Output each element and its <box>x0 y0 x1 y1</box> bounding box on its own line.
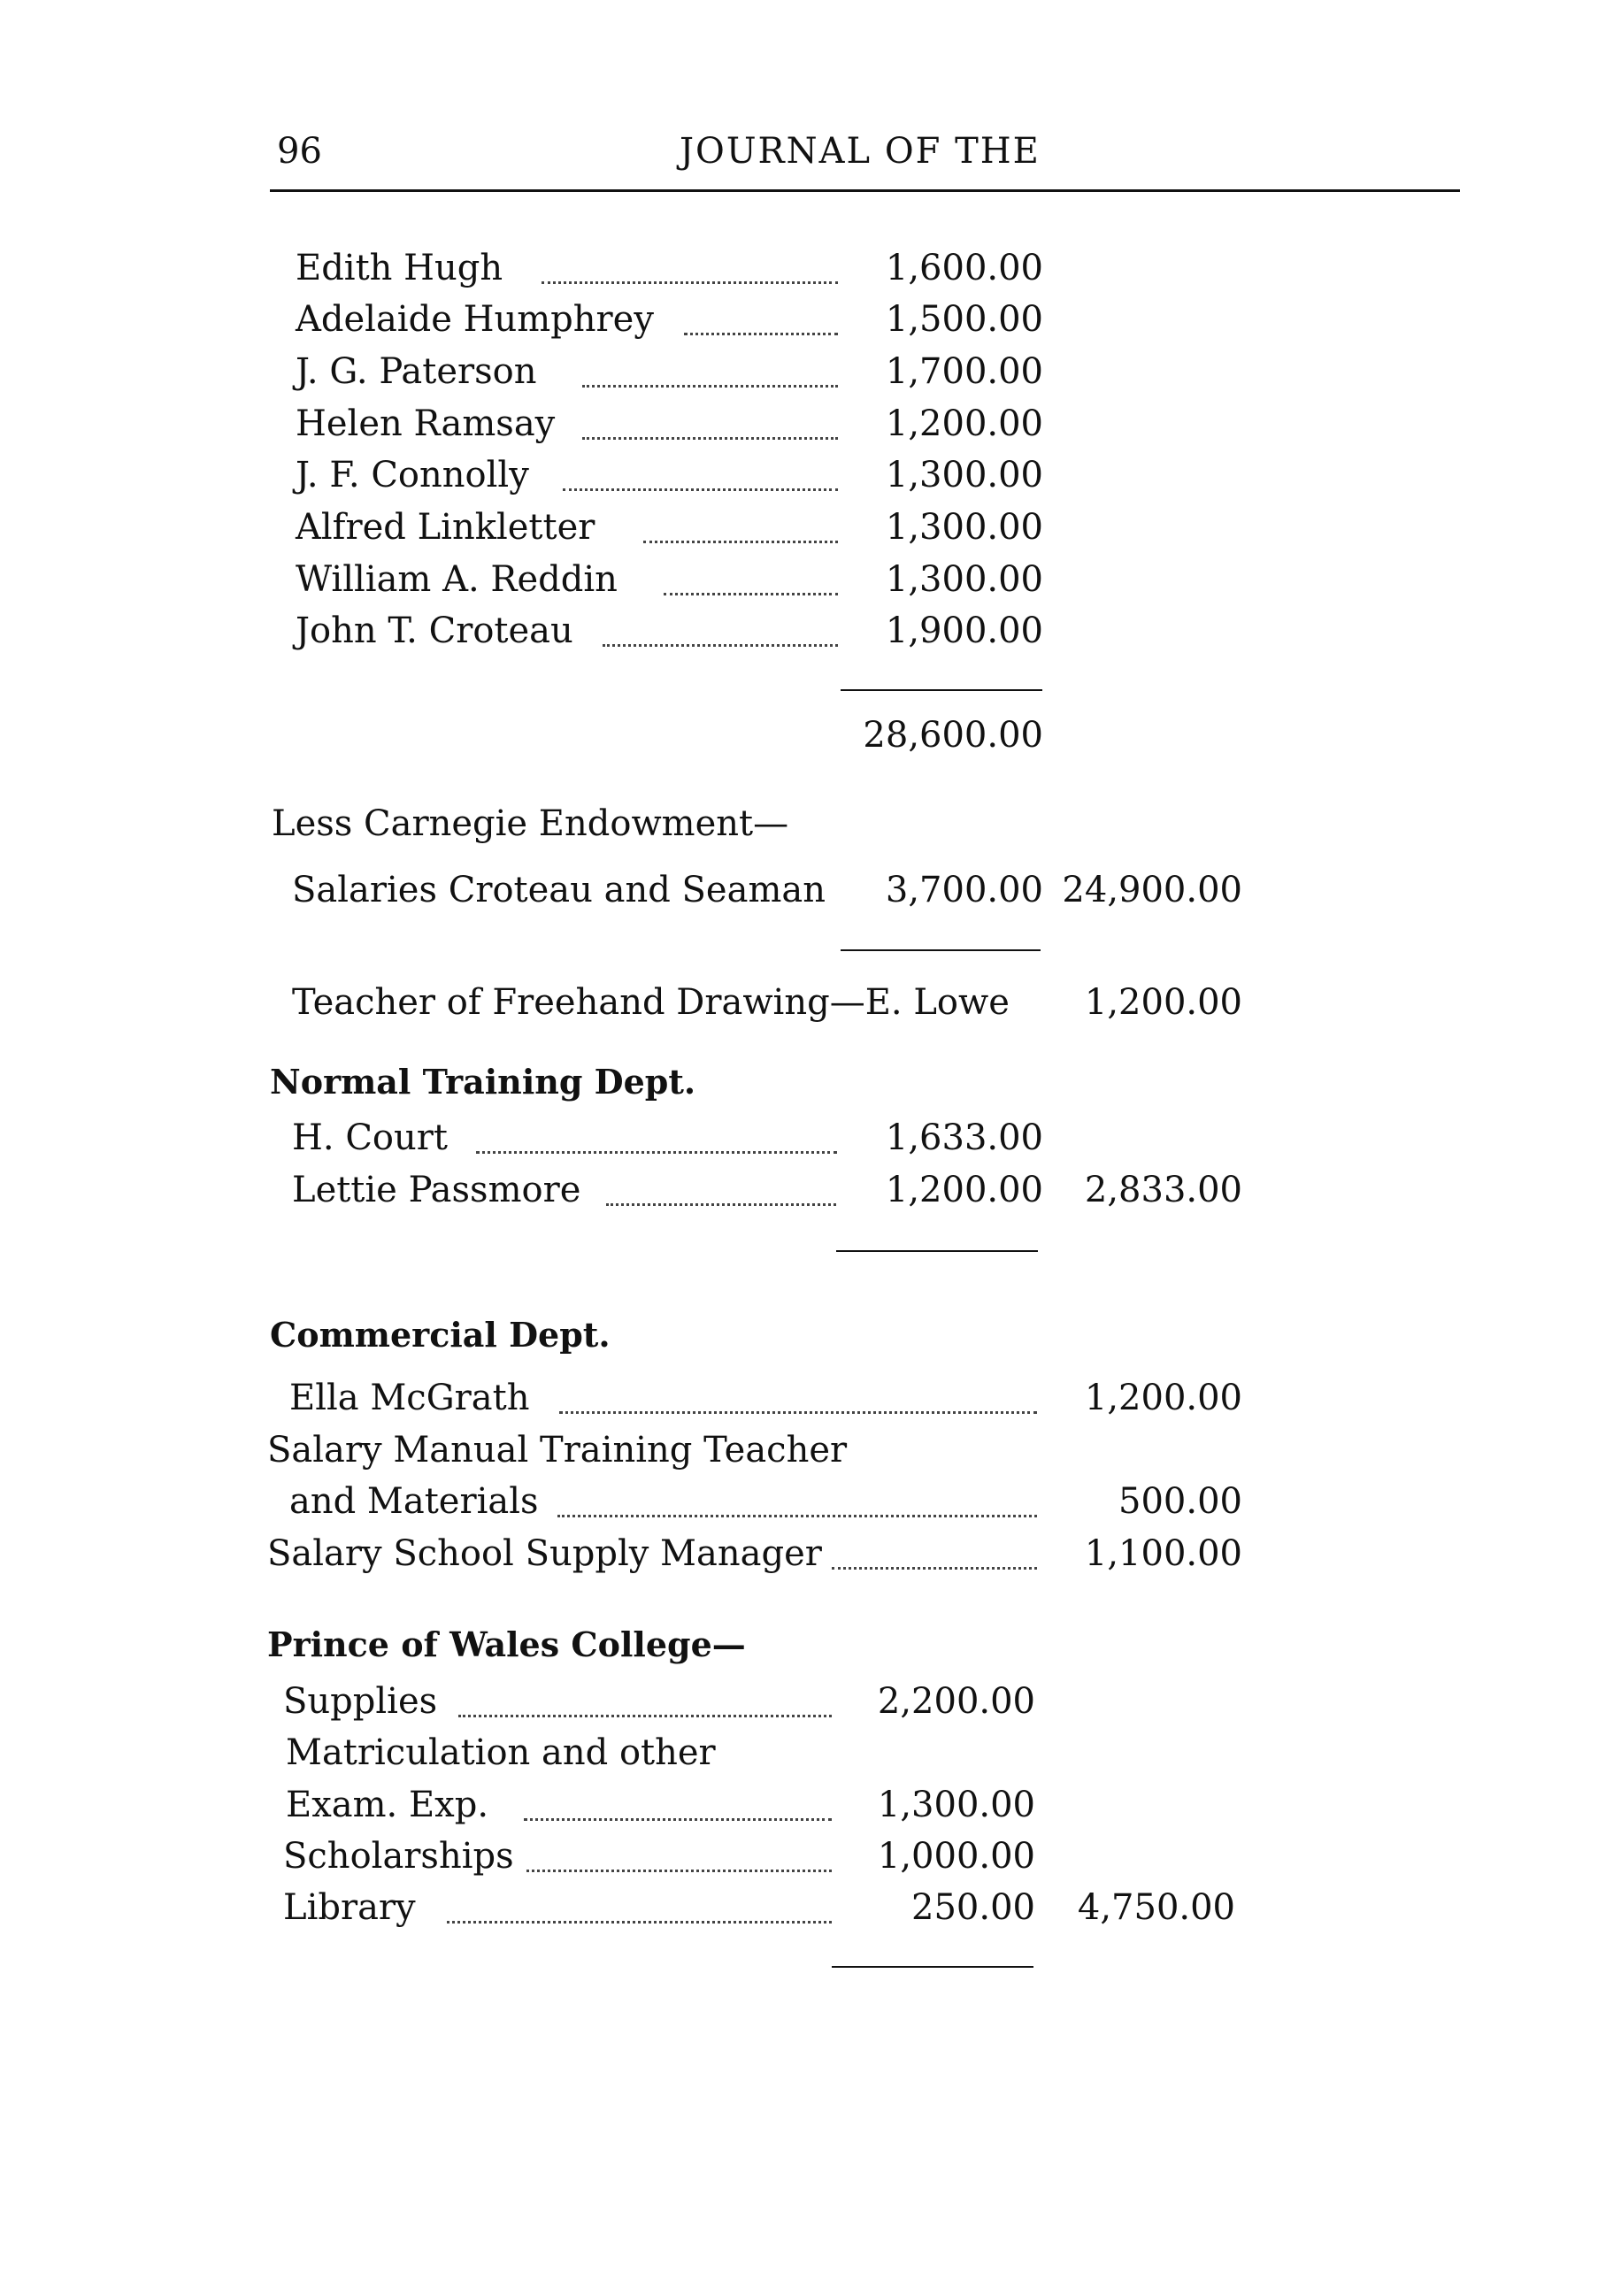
staff-amount: 1,600.00 <box>885 248 1043 288</box>
pwc-name: Library <box>283 1887 416 1928</box>
leader-dots <box>526 1870 832 1872</box>
pwc-amount: 1,000.00 <box>877 1836 1035 1877</box>
staff-row <box>0 299 1598 349</box>
staff-amount: 1,700.00 <box>885 351 1043 392</box>
commercial-row <box>0 1533 1598 1583</box>
running-title: JOURNAL OF THE <box>680 131 1041 172</box>
staff-name: Adelaide Humphrey <box>296 299 654 340</box>
staff-amount: 1,300.00 <box>885 455 1043 495</box>
manual-line1: Salary Manual Training Teacher <box>267 1430 848 1471</box>
staff-name: William A. Reddin <box>296 559 618 600</box>
staff-amount: 1,900.00 <box>885 610 1043 651</box>
leader-dots <box>542 281 838 284</box>
manual-line2: and Materials <box>289 1481 539 1522</box>
commercial-amount: 1,200.00 <box>1084 1378 1242 1418</box>
subtotal-rule <box>841 689 1042 691</box>
normal-total: 2,833.00 <box>1084 1170 1242 1210</box>
supply-name: Salary School Supply Manager <box>267 1533 822 1574</box>
matric-line1: Matriculation and other <box>286 1732 716 1773</box>
carnegie-net: 24,900.00 <box>1062 870 1242 910</box>
pwc-heading: Prince of Wales College— <box>267 1624 746 1664</box>
staff-amount: 1,300.00 <box>885 507 1043 548</box>
leader-dots <box>664 593 838 595</box>
commercial-row <box>0 1481 1598 1531</box>
leader-dots <box>643 541 838 543</box>
staff-name: J. F. Connolly <box>296 455 529 495</box>
pwc-name: Scholarships <box>283 1836 514 1877</box>
staff-row <box>0 403 1598 453</box>
commercial-heading: Commercial Dept. <box>270 1315 611 1355</box>
pwc-amount: 2,200.00 <box>877 1681 1035 1722</box>
carnegie-label: Salaries Croteau and Seaman <box>292 870 826 910</box>
leader-dots <box>559 1411 1037 1414</box>
pwc-row <box>0 1681 1598 1731</box>
commercial-row <box>0 1378 1598 1427</box>
pwc-amount: 1,300.00 <box>877 1785 1035 1825</box>
staff-amount: 1,500.00 <box>885 299 1043 340</box>
manual-amount: 500.00 <box>1118 1481 1242 1522</box>
leader-dots <box>832 1567 1037 1570</box>
staff-name: Helen Ramsay <box>296 403 556 444</box>
staff-row <box>0 248 1598 297</box>
rule <box>836 1250 1038 1252</box>
pwc-row <box>0 1785 1598 1834</box>
carnegie-heading-row <box>0 803 1598 853</box>
staff-total-row <box>0 715 1598 764</box>
staff-name: Alfred Linkletter <box>296 507 595 548</box>
carnegie-amount: 3,700.00 <box>885 870 1043 910</box>
commercial-name: Ella McGrath <box>289 1378 530 1418</box>
pwc-row <box>0 1836 1598 1885</box>
pwc-name: Exam. Exp. <box>286 1785 489 1825</box>
leader-dots <box>458 1715 832 1717</box>
staff-amount: 1,200.00 <box>885 403 1043 444</box>
staff-row <box>0 610 1598 660</box>
pwc-name: Supplies <box>283 1681 438 1722</box>
pwc-row <box>0 1887 1598 1937</box>
normal-row <box>0 1117 1598 1167</box>
rule <box>832 1966 1033 1968</box>
leader-dots <box>582 437 838 440</box>
normal-amount: 1,633.00 <box>885 1117 1043 1158</box>
drawing-label: Teacher of Freehand Drawing—E. Lowe <box>292 982 1010 1023</box>
normal-amount: 1,200.00 <box>885 1170 1043 1210</box>
staff-total: 28,600.00 <box>863 715 1043 756</box>
leader-dots <box>603 644 838 647</box>
pwc-total: 4,750.00 <box>1077 1887 1235 1928</box>
staff-amount: 1,300.00 <box>885 559 1043 600</box>
staff-name: John T. Croteau <box>296 610 573 651</box>
staff-row <box>0 559 1598 609</box>
staff-row <box>0 507 1598 557</box>
leader-dots <box>557 1515 1037 1517</box>
pwc-amount: 250.00 <box>911 1887 1035 1928</box>
staff-name: Edith Hugh <box>296 248 503 288</box>
header-rule <box>270 189 1460 192</box>
pwc-row <box>0 1732 1598 1782</box>
leader-dots <box>606 1203 836 1206</box>
normal-row <box>0 1170 1598 1219</box>
drawing-row <box>0 982 1598 1032</box>
normal-name: H. Court <box>292 1117 448 1158</box>
leader-dots <box>563 488 838 491</box>
normal-training-heading: Normal Training Dept. <box>270 1062 696 1102</box>
leader-dots <box>476 1151 837 1154</box>
leader-dots <box>582 385 838 388</box>
leader-dots <box>447 1921 832 1924</box>
carnegie-row <box>0 870 1598 919</box>
drawing-amount: 1,200.00 <box>1084 982 1242 1023</box>
commercial-row <box>0 1430 1598 1479</box>
normal-name: Lettie Passmore <box>292 1170 581 1210</box>
leader-dots <box>684 333 838 335</box>
leader-dots <box>524 1818 832 1821</box>
supply-amount: 1,100.00 <box>1084 1533 1242 1574</box>
staff-row <box>0 455 1598 504</box>
rule <box>841 949 1041 951</box>
staff-row <box>0 351 1598 401</box>
page-number: 96 <box>277 131 322 172</box>
carnegie-heading: Less Carnegie Endowment— <box>272 803 789 844</box>
staff-name: J. G. Paterson <box>296 351 537 392</box>
